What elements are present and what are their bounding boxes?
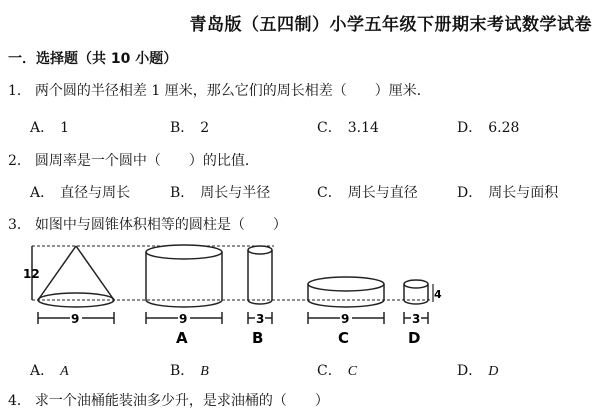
q2-option-c[interactable]: C． 周长与直径 <box>317 185 418 201</box>
question-3 <box>8 214 287 234</box>
question-number: 4． <box>8 393 31 409</box>
section-heading: 一．选择题（共 10 小题） <box>8 51 178 67</box>
q3-option-b[interactable]: B． B <box>170 363 209 379</box>
q1-option-d[interactable]: D． 6.28 <box>457 120 520 136</box>
cylinder-d-label: D <box>408 329 421 347</box>
cylinder-c-label: C <box>338 329 350 347</box>
cylinder-c-figure <box>308 277 384 347</box>
question-1 <box>8 80 431 100</box>
q3-option-c[interactable]: C． C <box>317 363 358 379</box>
question-number: 2． <box>8 153 31 169</box>
question-number: 1． <box>8 83 31 99</box>
cylinder-c-diameter-label: 9 <box>341 312 350 326</box>
solids-figure <box>22 240 442 348</box>
q2-option-d[interactable]: D． 周长与面积 <box>457 185 559 201</box>
question-text: 圆周率是一个圆中（ ）的比值． <box>34 153 259 169</box>
q2-option-b[interactable]: B． 周长与半径 <box>170 185 271 201</box>
question-4 <box>8 390 329 410</box>
cone-figure <box>23 246 114 326</box>
q1-option-a[interactable]: A． 1 <box>30 120 70 136</box>
q1-option-c[interactable]: C． 3.14 <box>317 120 379 136</box>
cylinder-b-figure <box>248 246 272 347</box>
exam-title: 青岛版（五四制）小学五年级下册期末考试数学试卷 <box>189 15 592 35</box>
cylinder-d-diameter-label: 3 <box>412 312 421 326</box>
question-text: 如图中与圆锥体积相等的圆柱是（ ） <box>34 217 287 233</box>
cylinder-a-diameter-label: 9 <box>179 312 188 326</box>
question-2 <box>8 150 259 170</box>
q1-option-b[interactable]: B． 2 <box>170 120 210 136</box>
cylinder-d-height-label: 4 <box>434 288 442 301</box>
question-text: 求一个油桶能装油多少升，是求油桶的（ ） <box>34 393 329 409</box>
cylinder-d-figure <box>404 280 442 347</box>
cylinder-a-label: A <box>176 329 188 347</box>
q3-option-a[interactable]: A． A <box>30 363 69 379</box>
q3-option-d[interactable]: D． D <box>457 363 499 379</box>
q2-option-a[interactable]: A． 直径与周长 <box>30 185 131 201</box>
cylinder-b-label: B <box>252 329 264 347</box>
cylinder-b-diameter-label: 3 <box>256 312 265 326</box>
cone-diameter-label: 9 <box>71 312 80 326</box>
question-number: 3． <box>8 217 31 233</box>
cylinder-a-figure <box>146 245 222 347</box>
cone-height-label: 12 <box>23 267 40 281</box>
question-text: 两个圆的半径相差 1 厘米，那么它们的周长相差（ ）厘米． <box>34 83 431 99</box>
